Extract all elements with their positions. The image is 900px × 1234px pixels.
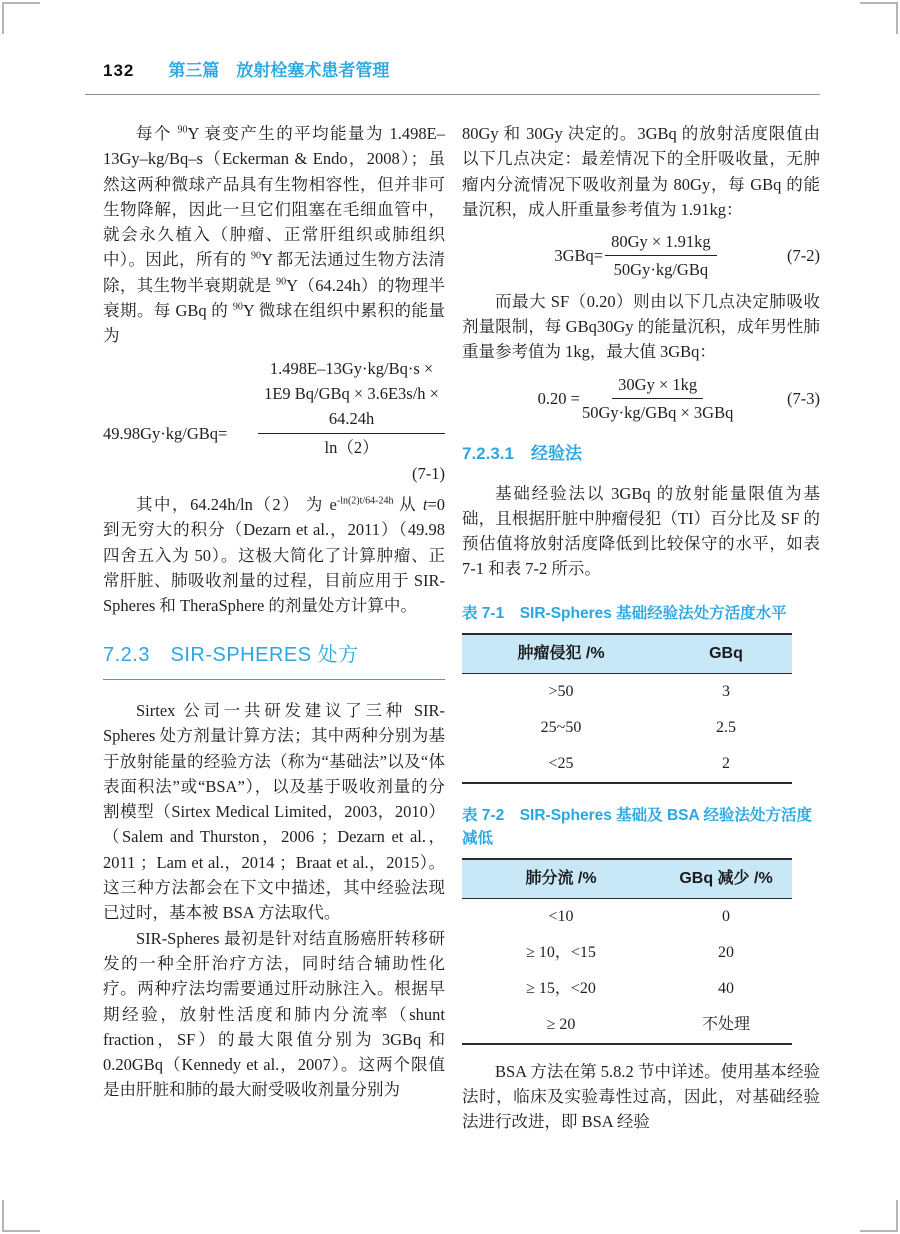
equation-7-3-lhs: 0.20 = — [537, 388, 580, 408]
equation-7-1-fraction — [258, 356, 445, 460]
table-7-1-header-tumor: 肿瘤侵犯 /% — [462, 634, 660, 674]
table-7-1-header-row — [462, 634, 792, 674]
equation-7-2-label: (7-2) — [787, 246, 820, 266]
left-column — [103, 121, 445, 1135]
equation-7-1-denominator: ln（2） — [324, 437, 379, 457]
equation-7-1-lhs: 49.98Gy·kg/GBq= — [103, 423, 228, 443]
two-column-body — [0, 95, 900, 1135]
table-cell: 0 — [722, 908, 730, 926]
table-row — [462, 971, 792, 1007]
equation-7-3 — [462, 372, 820, 426]
crop-mark-bottom-right — [860, 1200, 898, 1232]
equation-7-1-num-line2: 1E9 Bq/GBq × 3.6E3s/h × — [264, 383, 439, 403]
table-cell: <10 — [548, 908, 574, 926]
equation-7-1-label: (7-1) — [412, 463, 445, 483]
right-column — [462, 121, 820, 1135]
paragraph-integral-explanation: 其中，64.24h/ln（2） 为 $e^{-ln(2)t/64-24h}$ 从 t=0 到无穷大的积分（Dezarn et al.，2011）（49.98 四舍五入为 50）。这极大简化了计算肿瘤、正常肝脏、肺吸收剂量的过程，目前应用于 SIR-Spheres 和 TheraSphere 的剂量处方计算中。 — [103, 495, 445, 616]
equation-7-2-denominator: 50Gy·kg/GBq — [613, 260, 709, 280]
table-cell: >50 — [548, 683, 574, 701]
table-7-2-caption: 表 7-2 SIR-Spheres 基础及 BSA 经验法处方活度减低 — [462, 806, 812, 847]
equation-7-1-num-line1: 1.498E–13Gy·kg/Bq·s × — [269, 358, 434, 378]
running-header — [85, 56, 820, 95]
paragraph-max-sf: 而最大 SF（0.20）则由以下几点决定肺吸收剂量限制，每 GBq30Gy 的能量沉积，成年男性肺重量参考值为 1kg，最大值 3GBq： — [462, 291, 820, 362]
crop-mark-bottom-left — [2, 1200, 40, 1232]
equation-7-2-fraction — [605, 229, 717, 283]
equation-7-2-lhs: 3GBq= — [554, 246, 604, 266]
table-row — [462, 935, 792, 971]
paragraph-sirspheres-history: SIR-Spheres 最初是针对结直肠癌肝转移研发的一种全肝治疗方法，同时结合辅助性化疗。两种疗法均需要通过肝动脉注入。根据早期经验，放射性活度和肺内分流率（shunt fraction，SF）的最大限值分别为 3GBq 和 0.20GBq（Kennedy et al.，2007）。这两个限值是由肝脏和肺的最大耐受吸收剂量分别为 — [103, 928, 445, 1100]
table-cell: 20 — [718, 944, 734, 962]
table-7-2-header-shunt: 肺分流 /% — [462, 859, 660, 899]
running-header-title: 第三篇 放射栓塞术患者管理 — [168, 61, 390, 80]
table-cell: 2 — [722, 755, 730, 773]
crop-mark-top-left — [2, 2, 40, 34]
paragraph-limit-continuation: 80Gy 和 30Gy 决定的。3GBq 的放射活度限值由以下几点决定：最差情况下的全肝吸收量，无肿瘤内分流情况下吸收剂量为 80Gy，每 GBq 的能量沉积，成人肝重量参考值为 1.91kg： — [462, 124, 820, 219]
table-7-1-caption: 表 7-1 SIR-Spheres 基础经验法处方活度水平 — [462, 604, 787, 622]
equation-7-3-fraction — [582, 372, 733, 426]
crop-mark-top-right — [860, 2, 898, 34]
equation-7-3-numerator: 30Gy × 1kg — [612, 372, 703, 399]
table-cell: ≥ 10，<15 — [526, 944, 596, 962]
equation-7-1-num-line3: 64.24h — [328, 409, 375, 429]
equation-7-2 — [462, 229, 820, 283]
table-7-2 — [462, 858, 792, 1045]
section-heading-7-2-3: 7.2.3 SIR-SPHERES 处方 — [103, 643, 445, 680]
paragraph-y90-decay: 每个 $^{90}$Y 衰变产生的平均能量为 1.498E–13Gy–kg/Bq–s（Eckerman & Endo，2008）；虽然这两种微球产品具有生物相容性，但并非可生物降解，因此一旦它们阻塞在毛细血管中，就会永久植入（肿瘤、正常肝组织或肺组织中）。因此，所有的 $^{90}$Y 都无法通过生物方法清除，其生物半衰期就是 $^{90}$Y（64.24h）的物理半衰期。每 GBq 的 $^{90}$Y 微球在组织中累积的能量为 — [103, 124, 446, 346]
paragraph-bsa-method: BSA 方法在第 5.8.2 节中详述。使用基本经验法时，临床及实验毒性过高，因此，对基础经验法进行改进，即 BSA 经验 — [462, 1061, 820, 1132]
table-cell: 不处理 — [701, 1016, 750, 1034]
table-7-1 — [462, 633, 792, 784]
equation-7-3-denominator: 50Gy·kg/GBq × 3GBq — [581, 402, 734, 422]
table-row — [462, 710, 792, 746]
table-cell: ≥ 20 — [546, 1016, 576, 1034]
paragraph-sirtex-methods: Sirtex 公司一共研发建议了三种 SIR-Spheres 处方剂量计算方法；其中两种分别为基于放射能量的经验方法（称为“基础法”以及“体表面积法”或“BSA”），以及基于吸收剂量的分割模型（Sirtex Medical Limited，2003，2010）（Salem and Thurston，2006 ；Dezarn et al.，2011 ；Lam et al.，2014 ；Braat et al.，2015）。这三种方法都会在下文中描述，其中经验法现已过时，基本被 BSA 方法取代。 — [103, 700, 445, 923]
table-row — [462, 746, 792, 783]
paragraph-basic-empirical: 基础经验法以 3GBq 的放射能量限值为基础，且根据肝脏中肿瘤侵犯（TI）百分比及 SF 的预估值将放射活度降低到比较保守的水平，如表 7-1 和表 7-2 所示。 — [462, 483, 820, 579]
table-row — [462, 898, 792, 935]
subsection-heading-7-2-3-1: 7.2.3.1 经验法 — [462, 444, 582, 464]
table-cell: 3 — [722, 683, 730, 701]
table-row — [462, 1007, 792, 1044]
equation-7-1 — [103, 356, 445, 486]
equation-7-3-label: (7-3) — [787, 388, 820, 408]
table-cell: 25~50 — [540, 719, 582, 737]
table-7-1-header-gbq: GBq — [660, 634, 792, 674]
table-7-2-header-reduction: GBq 减少 /% — [660, 859, 792, 899]
table-cell: <25 — [548, 755, 574, 773]
table-row — [462, 673, 792, 710]
table-cell: 2.5 — [716, 719, 736, 737]
table-cell: ≥ 15，<20 — [526, 980, 596, 998]
page-number: 132 — [103, 61, 135, 80]
table-7-2-header-row — [462, 859, 792, 899]
equation-7-2-numerator: 80Gy × 1.91kg — [605, 229, 717, 256]
table-cell: 40 — [718, 980, 734, 998]
